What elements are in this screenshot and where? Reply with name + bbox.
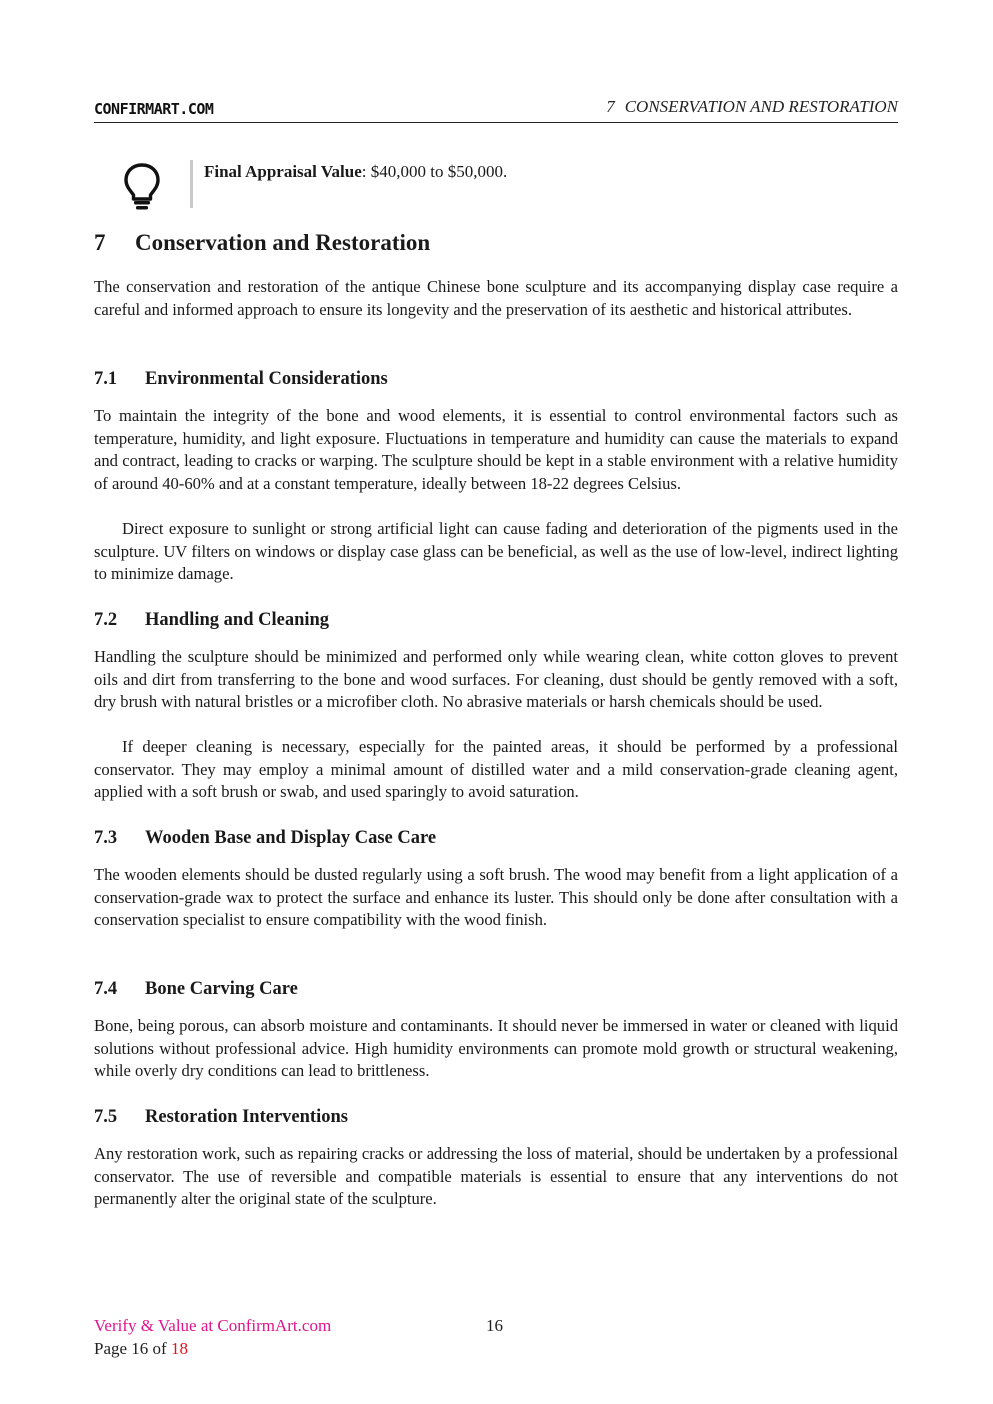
section-heading: [94, 230, 430, 256]
appraisal-callout: [94, 158, 898, 210]
subsection-title: Handling and Cleaning: [145, 610, 330, 630]
subsection-number: 7.4: [94, 979, 118, 999]
paragraph: Any restoration work, such as repairing cracks or addressing the loss of material, should be undertaken by a professional conservator. The use of reversible and compatible materials is essential to ensure that any interventions do not permanently alter the original state of the sculpture.: [94, 1144, 898, 1209]
appraisal-text: [204, 162, 507, 182]
paragraph: To maintain the integrity of the bone and wood elements, it is essential to control environmental factors such as temperature, humidity, and light exposure. Fluctuations in temperature and humidity can cause the materials to expand and contract, leading to cracks or warping. The sculpture should be kept in a stable environment with a relative humidity of around 40-60% and at a constant temperature, ideally between 18-22 degrees Celsius.: [94, 406, 898, 493]
paragraph: Bone, being porous, can absorb moisture and contaminants. It should never be immersed in water or cleaned with liquid solutions without professional advice. High humidity environments can promote mold growth or structural weakening, while overly dry conditions can lead to brittleness.: [94, 1016, 898, 1081]
subsection-heading-7-1: [94, 369, 388, 390]
document-page: [94, 0, 898, 1404]
subsection-title: Environmental Considerations: [145, 369, 388, 389]
subsection-number: 7.1: [94, 369, 118, 389]
page-count-prefix: Page 16 of: [94, 1339, 171, 1358]
total-pages-link[interactable]: 18: [170, 1339, 188, 1358]
subsection-title: Restoration Interventions: [145, 1107, 348, 1127]
running-section-title: [606, 97, 898, 117]
subsection-number: 7.2: [94, 610, 118, 630]
section-intro: The conservation and restoration of the antique Chinese bone sculpture and its accompanying display case require a careful and informed approach to ensure its longevity and the preservation of its aesthetic and historical attributes.: [94, 277, 898, 319]
subsection-heading-7-3: [94, 828, 436, 849]
lightbulb-icon: [122, 162, 162, 210]
running-section-number: 7: [606, 97, 615, 116]
page-count: [94, 1339, 188, 1359]
subsection-title: Bone Carving Care: [145, 979, 298, 999]
section-title: Conservation and Restoration: [135, 230, 431, 255]
subsection-heading-7-2: [94, 610, 329, 631]
subsection-number: 7.5: [94, 1107, 118, 1127]
appraisal-label: Final Appraisal Value: [204, 162, 362, 181]
page-number: 16: [486, 1316, 503, 1335]
appraisal-value: : $40,000 to $50,000.: [361, 162, 508, 181]
subsection-title: Wooden Base and Display Case Care: [145, 828, 437, 848]
running-section-label: CONSERVATION AND RESTORATION: [624, 97, 898, 116]
subsection-heading-7-5: [94, 1107, 348, 1128]
subsection-number: 7.3: [94, 828, 118, 848]
paragraph: Direct exposure to sunlight or strong artificial light can cause fading and deterioration of the pigments used in the sculpture. UV filters on windows or display case glass can be beneficial, as well as the use of low-level, indirect lighting to minimize damage.: [94, 519, 898, 584]
paragraph: The wooden elements should be dusted regularly using a soft brush. The wood may benefit from a light application of a conservation-grade wax to protect the surface and enhance its luster. This should only be done after consultation with a conservation specialist to ensure compatibility with the wood finish.: [94, 865, 898, 930]
page-header: [94, 97, 898, 123]
paragraph: If deeper cleaning is necessary, especially for the painted areas, it should be performed by a professional conservator. They may employ a minimal amount of distilled water and a mild conservation-grade cleaning agent, applied with a soft brush or swab, and used sparingly to avoid saturation.: [94, 737, 898, 802]
subsection-heading-7-4: [94, 979, 298, 1000]
callout-bar: [190, 160, 193, 208]
paragraph: Handling the sculpture should be minimized and performed only while wearing clean, white cotton gloves to prevent oils and dirt from transferring to the bone and wood surfaces. For cleaning, dust should be gently removed with a soft, dry brush with natural bristles or a microfiber cloth. No abrasive materials or harsh chemicals should be used.: [94, 647, 898, 712]
section-number: 7: [94, 230, 106, 255]
site-logo: CONFIRMART.COM: [94, 100, 214, 118]
confirmart-link[interactable]: Verify & Value at ConfirmArt.com: [94, 1316, 332, 1335]
